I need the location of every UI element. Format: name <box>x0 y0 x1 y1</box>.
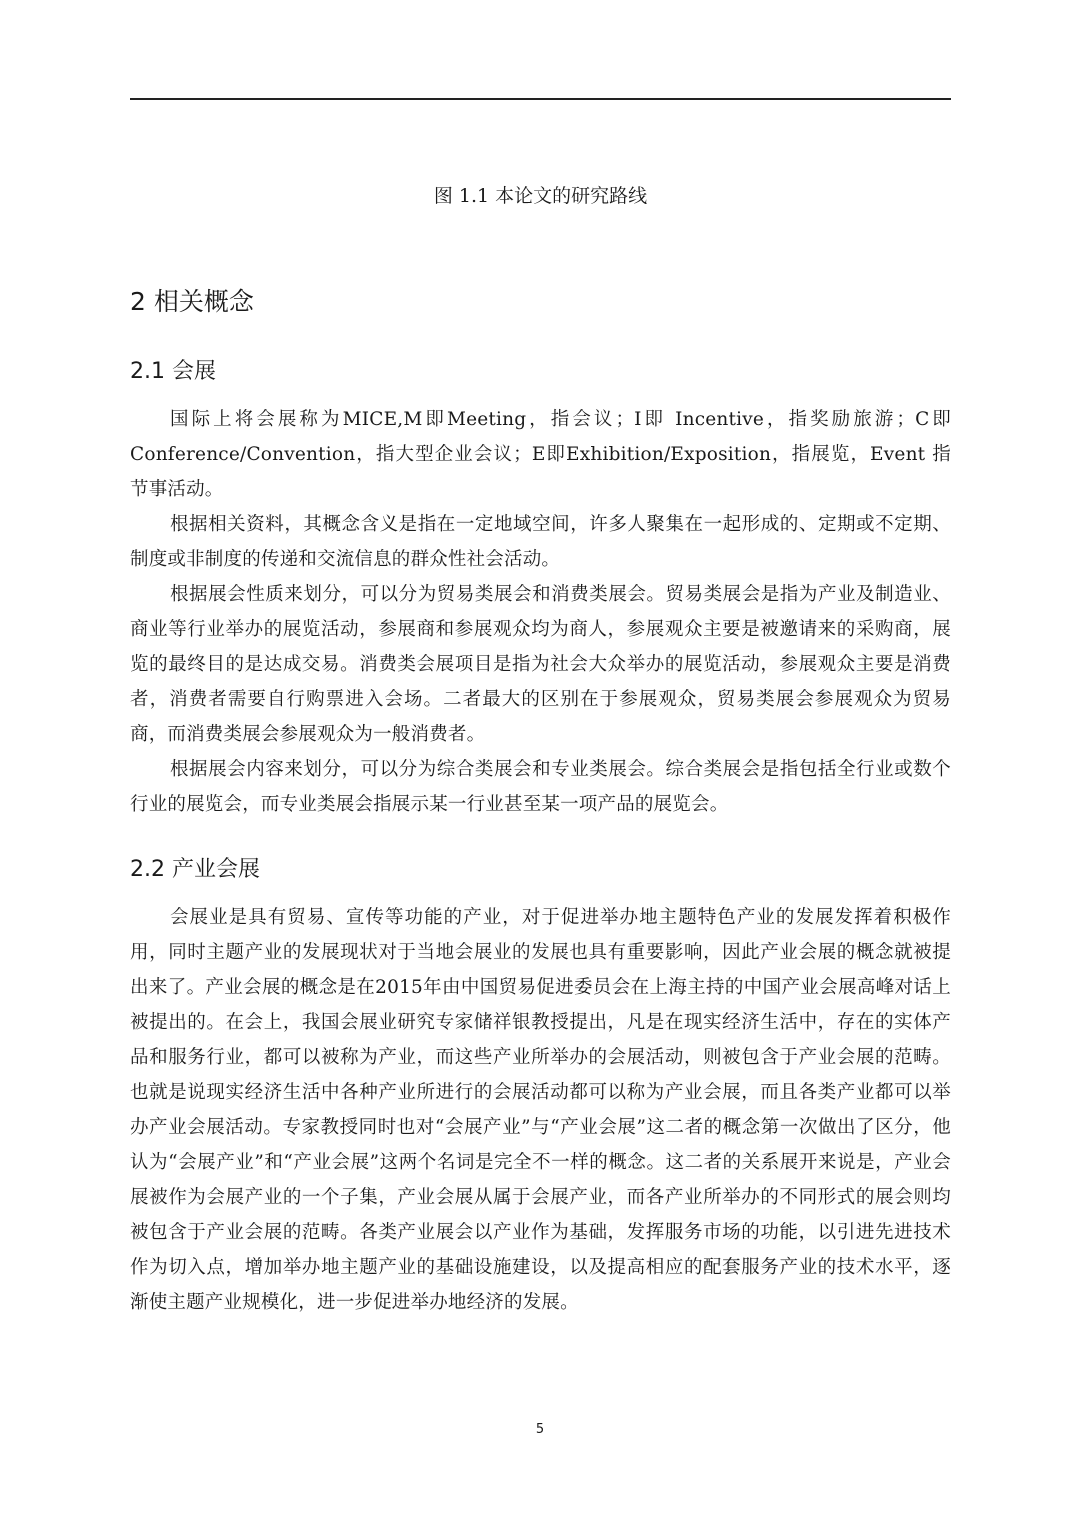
header-rule <box>130 98 951 100</box>
section-body-2-2 <box>130 900 951 1320</box>
chapter-heading: 2 相关概念 <box>130 287 254 316</box>
section-heading-2-2: 2.2 产业会展 <box>130 857 260 882</box>
paragraph: 根据相关资料，其概念含义是指在一定地域空间，许多人聚集在一起形成的、定期或不定期、制度或非制度的传递和交流信息的群众性社会活动。 <box>130 514 951 570</box>
paragraph: 会展业是具有贸易、宣传等功能的产业，对于促进举办地主题特色产业的发展发挥着积极作用，同时主题产业的发展现状对于当地会展业的发展也具有重要影响，因此产业会展的概念就被提出来了。产业会展的概念是在2015年由中国贸易促进委员会在上海主持的中国产业会展高峰对话上被提出的。在会上，我国会展业研究专家储祥银教授提出，凡是在现实经济生活中，存在的实体产品和服务行业，都可以被称为产业，而这些产业所举办的会展活动，则被包含于产业会展的范畴。也就是说现实经济生活中各种产业所进行的会展活动都可以称为产业会展，而且各类产业都可以举办产业会展活动。专家教授同时也对“会展产业”与“产业会展”这二者的概念第一次做出了区分，他认为“会展产业”和“产业会展”这两个名词是完全不一样的概念。这二者的关系展开来说是，产业会展被作为会展产业的一个子集，产业会展从属于会展产业，而各产业所举办的不同形式的展会则均被包含于产业会展的范畴。各类产业展会以产业作为基础，发挥服务市场的功能，以引进先进技术作为切入点，增加举办地主题产业的基础设施建设，以及提高相应的配套服务产业的技术水平，逐渐使主题产业规模化，进一步促进举办地经济的发展。 <box>130 907 951 1313</box>
paragraph: 根据展会性质来划分，可以分为贸易类展会和消费类展会。贸易类展会是指为产业及制造业、商业等行业举办的展览活动，参展商和参展观众均为商人，参展观众主要是被邀请来的采购商，展览的最终目的是达成交易。消费类会展项目是指为社会大众举办的展览活动，参展观众主要是消费者，消费者需要自行购票进入会场。二者最大的区别在于参展观众，贸易类展会参展观众为贸易商，而消费类展会参展观众为一般消费者。 <box>130 584 951 745</box>
figure-caption: 图 1.1 本论文的研究路线 <box>433 185 648 207</box>
paragraph: 国际上将会展称为MICE,M即Meeting，指会议；I即 Incentive，指奖励旅游；C即Conference/Convention，指大型企业会议；E即Exhibition/Exposition，指展览，Event 指节事活动。 <box>130 409 951 500</box>
page-number: 5 <box>535 1422 545 1437</box>
section-heading-2-1: 2.1 会展 <box>130 359 216 384</box>
paragraph: 根据展会内容来划分，可以分为综合类展会和专业类展会。综合类展会是指包括全行业或数个行业的展览会，而专业类展会指展示某一行业甚至某一项产品的展览会。 <box>130 759 951 815</box>
section-body-2-1 <box>130 402 951 822</box>
